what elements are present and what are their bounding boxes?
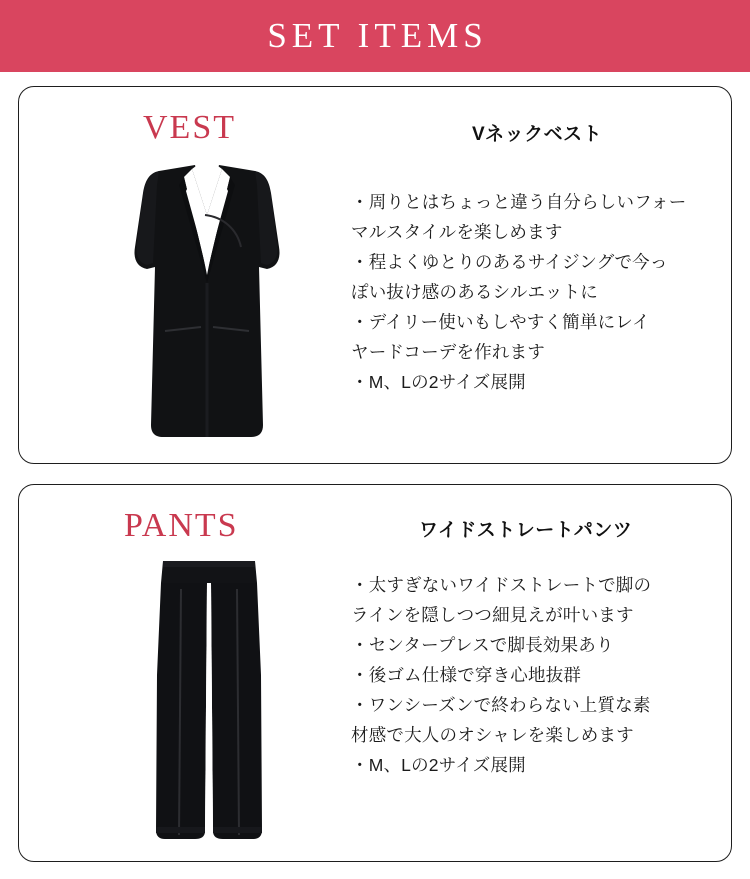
description-line: ・程よくゆとりのあるサイジングで今っ (351, 252, 668, 272)
description-line: ぽい抜け感のあるシルエットに (351, 282, 599, 302)
product-description-pants (351, 570, 723, 780)
description-line: マルスタイルを楽しめます (351, 222, 563, 242)
page-title: SET ITEMS (267, 16, 488, 55)
description-line: ・M、Lの2サイズ展開 (351, 372, 526, 392)
product-description-vest (351, 187, 723, 397)
description-line: 材感で大人のオシャレを楽しめます (351, 725, 634, 745)
category-label-vest: VEST (143, 109, 236, 146)
description-line: ・ワンシーズンで終わらない上質な素 (351, 695, 651, 715)
description-line: ・周りとはちょっと違う自分らしいフォー (351, 192, 687, 212)
product-card-vest (18, 86, 732, 464)
description-line: ヤードコーデを作れます (351, 342, 545, 362)
page-header-banner (0, 0, 750, 72)
description-line: ・太すぎないワイドストレートで脚の (351, 575, 652, 595)
product-card-pants (18, 484, 732, 862)
description-line: ・センタープレスで脚長効果あり (351, 635, 614, 655)
description-line: ラインを隠しつつ細見えが叶います (351, 605, 634, 625)
product-name-vest: Vネックベスト (472, 124, 603, 145)
product-name-pants: ワイドストレートパンツ (419, 520, 633, 541)
description-line: ・M、Lの2サイズ展開 (351, 755, 526, 775)
description-line: ・デイリー使いもしやすく簡単にレイ (351, 312, 650, 332)
black-v-neck-vest-photo (97, 155, 317, 445)
category-label-pants: PANTS (124, 507, 239, 544)
description-line: ・後ゴム仕様で穿き心地抜群 (351, 665, 582, 685)
black-wide-straight-pants-photo (129, 555, 289, 845)
